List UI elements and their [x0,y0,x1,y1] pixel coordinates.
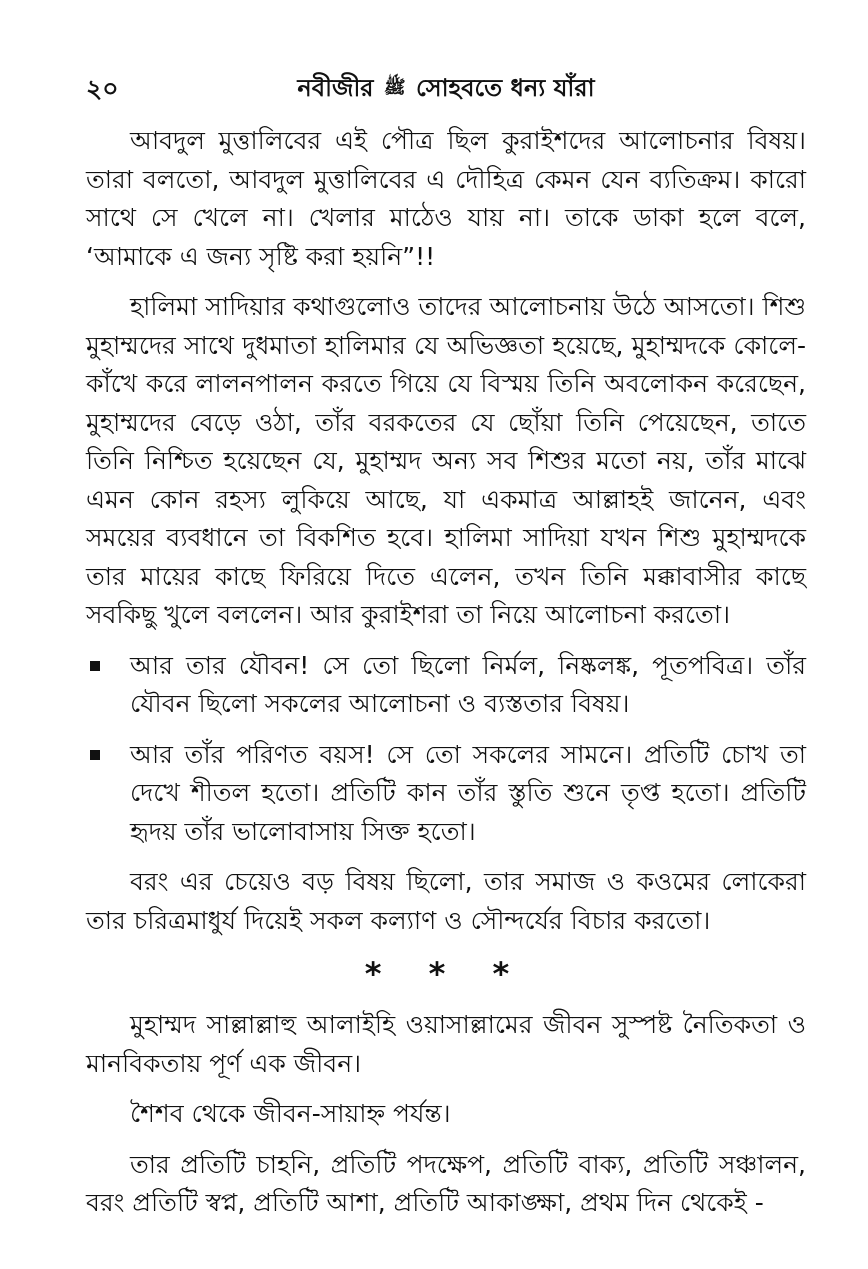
bullet-list [86,647,806,852]
running-title-part2: সোহবতে ধন্য যাঁরা [415,74,595,102]
bullet-item [86,647,806,724]
paragraph: আবদুল মুত্তালিবের এই পৌত্র ছিল কুরাইশদের আলোচনার বিষয়। তারা বলতো, আবদুল মুত্তালিবের এ দৌহিত্র কেমন যেন ব্যতিক্রম। কারো সাথে সে খেলে না। খেলার মাঠেও যায় না। তাকে ডাকা হলে বলে, ‘আমাকে এ জন্য সৃষ্টি করা হয়নি”!! [86,126,806,271]
bullet-text: আর তার যৌবন! সে তো ছিলো নির্মল, নিষ্কলঙ্ক, পূতপবিত্র। তাঁর যৌবন ছিলো সকলের আলোচনা ও ব্যস্ততার বিষয়। [130,650,806,718]
running-title-part1: নবীজীর [297,74,374,102]
paragraph: মুহাম্মদ সাল্লাল্লাহু আলাইহি ওয়াসাল্লামের জীবন সুস্পষ্ট নৈতিকতা ও মানবিকতায় পূর্ণ এক জীবন। [86,1010,806,1078]
bullet-text: আর তাঁর পরিণত বয়স! সে তো সকলের সামনে। প্রতিটি চোখ তা দেখে শীতল হতো। প্রতিটি কান তাঁর স্তুতি শুনে তৃপ্ত হতো। প্রতিটি হৃদয় তাঁর ভালোবাসায় সিক্ত হতো। [130,739,806,846]
page-header [86,70,806,110]
bullet-item [86,736,806,852]
running-title [146,70,806,110]
paragraph: বরং এর চেয়েও বড় বিষয় ছিলো, তার সমাজ ও কওমের লোকেরা তার চরিত্রমাধুর্য দিয়েই সকল কল্যাণ ও সৌন্দর্যের বিচার করতো। [86,867,806,935]
paragraph: হালিমা সাদিয়ার কথাগুলোও তাদের আলোচনায় উঠে আসতো। শিশু মুহাম্মদের সাথে দুধমাতা হালিমার যে অভিজ্ঞতা হয়েছে, মুহাম্মদকে কোলে-কাঁখে করে লালনপালন করতে গিয়ে যে বিস্ময় তিনি অবলোকন করেছেন, মুহাম্মদের বেড়ে ওঠা, তাঁর বরকতের যে ছোঁয়া তিনি পেয়েছেন, তাতে তিনি নিশ্চিত হয়েছেন যে, মুহাম্মদ অন্য সব শিশুর মতো নয়, তাঁর মাঝে এমন কোন রহস্য লুকিয়ে আছে, যা একমাত্র আল্লাহই জানেন, এবং সময়ের ব্যবধানে তা বিকশিত হবে। হালিমা সাদিয়া যখন শিশু মুহাম্মদকে তার মায়ের কাছে ফিরিয়ে দিতে এলেন, তখন তিনি মক্কাবাসীর কাছে সবকিছু খুলে বললেন। আর কুরাইশরা তা নিয়ে আলোচনা করতো। [86,292,806,629]
paragraph: শৈশব থেকে জীবন-সায়াহ্ন পর্যন্ত। [130,1099,451,1128]
square-bullet-icon [90,750,100,760]
square-bullet-icon [90,661,100,671]
page-body [86,122,806,1235]
page-number: ২০ [86,73,119,103]
pbuh-calligraphy-icon: ﷺ [383,77,406,98]
paragraph: তার প্রতিটি চাহনি, প্রতিটি পদক্ষেপ, প্রতিটি বাক্য, প্রতিটি সঞ্চালন, বরং প্রতিটি স্বপ্ন, প্রতিটি আশা, প্রতিটি আকাঙ্ক্ষা, প্রথম দিন থেকেই - [86,1149,806,1217]
section-divider: * * * [364,955,528,993]
